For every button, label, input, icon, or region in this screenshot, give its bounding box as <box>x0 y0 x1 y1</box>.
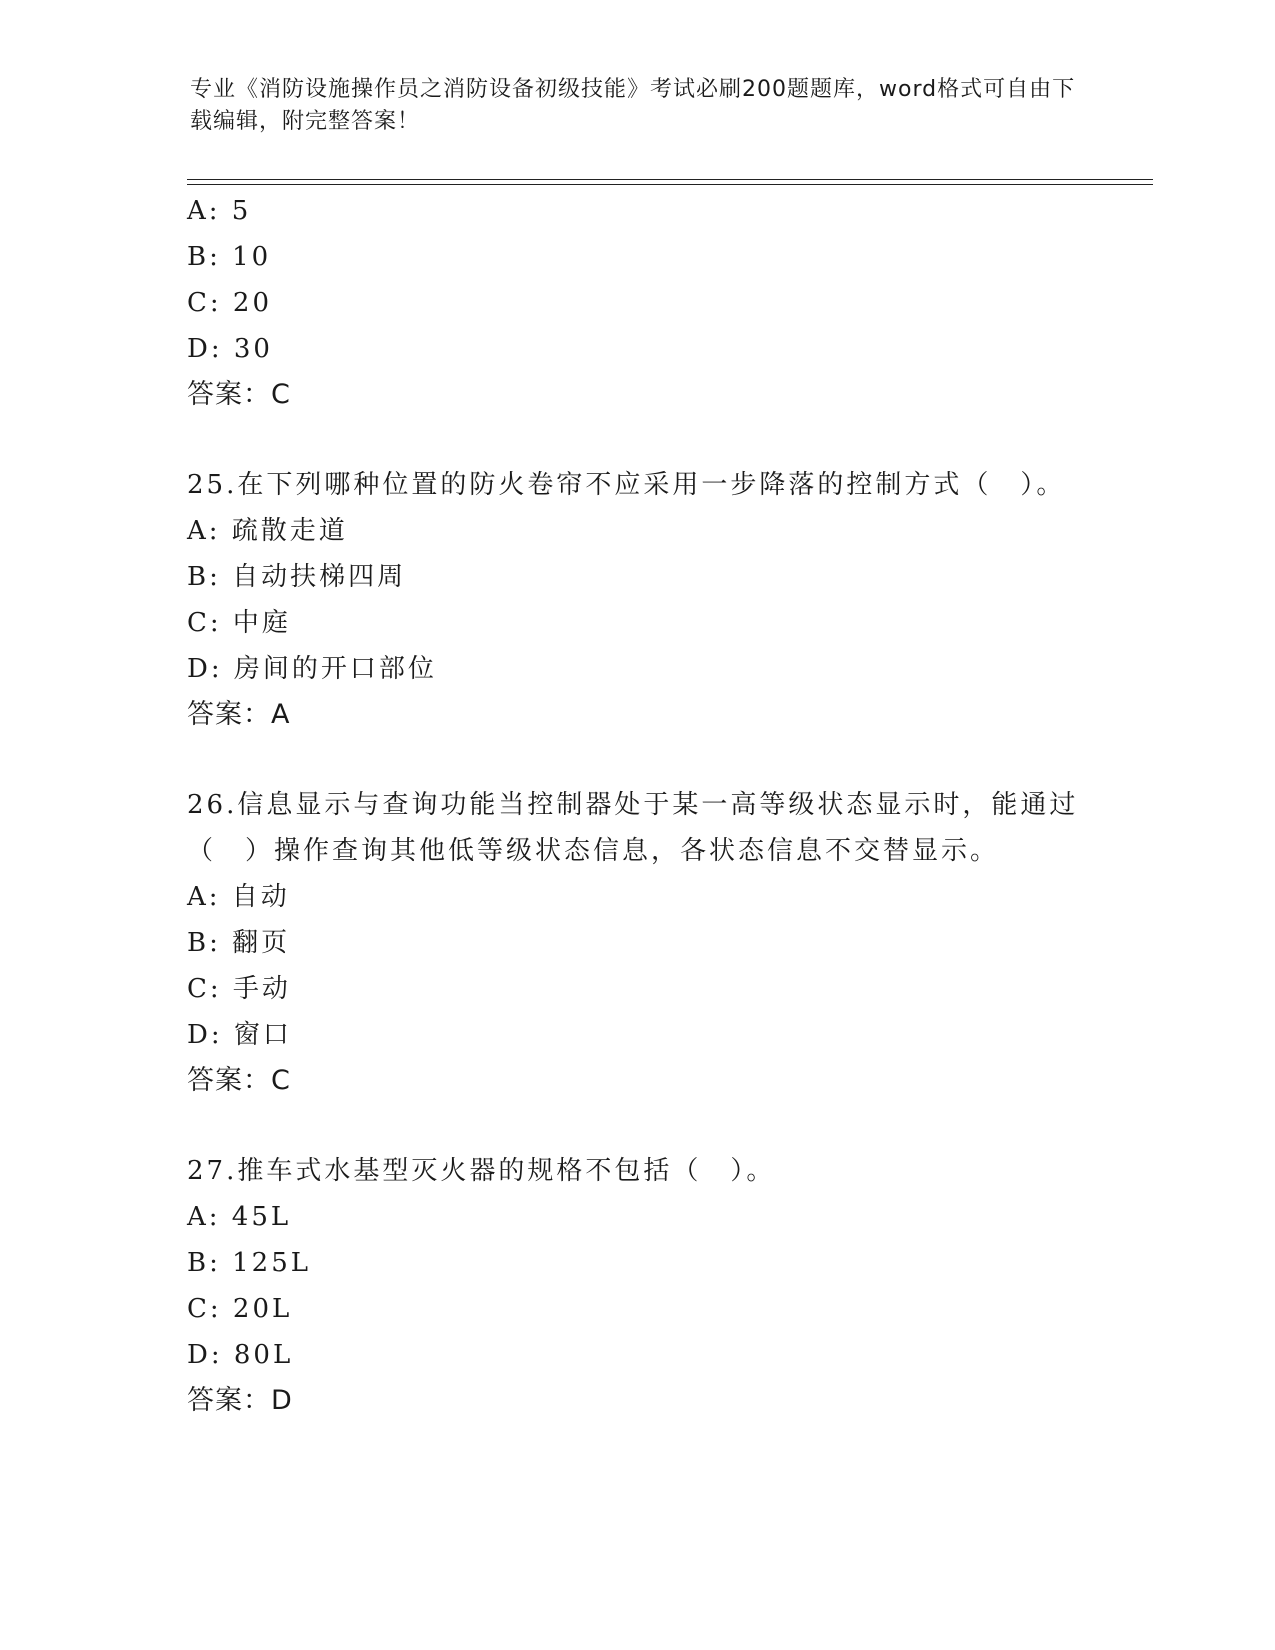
answer-line: 答案：C <box>187 1065 291 1096</box>
option-d: D: 30 <box>187 334 273 364</box>
header-rule-top <box>187 179 1153 180</box>
option-c: C: 手动 <box>187 974 291 1004</box>
option-c: C: 20L <box>187 1294 293 1324</box>
answer-line: 答案：A <box>187 699 291 730</box>
question-block-24 <box>187 188 1127 418</box>
option-a: A: 疏散走道 <box>187 516 348 546</box>
question-text: 25.在下列哪种位置的防火卷帘不应采用一步降落的控制方式（ ）。 <box>187 470 1066 500</box>
option-a: A: 5 <box>187 196 252 226</box>
question-block-25 <box>187 462 1127 738</box>
question-text: 26.信息显示与查询功能当控制器处于某一高等级状态显示时，能通过（ ）操作查询其他低等级状态信息，各状态信息不交替显示。 <box>187 790 1079 866</box>
option-d: D: 80L <box>187 1340 294 1370</box>
question-block-27 <box>187 1148 1127 1424</box>
option-d: D: 房间的开口部位 <box>187 654 437 684</box>
option-a: A: 自动 <box>187 882 290 912</box>
option-b: B: 自动扶梯四周 <box>187 562 407 592</box>
option-c: C: 中庭 <box>187 608 291 638</box>
question-text: 27.推车式水基型灭火器的规格不包括（ ）。 <box>187 1156 776 1186</box>
header-rule-bottom <box>187 184 1153 185</box>
option-c: C: 20 <box>187 288 273 318</box>
document-header: 专业《消防设施操作员之消防设备初级技能》考试必刷200题题库，word格式可自由下载编辑，附完整答案！ <box>190 77 1076 134</box>
question-list <box>187 188 1127 1424</box>
answer-line: 答案：D <box>187 1385 293 1416</box>
option-d: D: 窗口 <box>187 1020 292 1050</box>
question-block-26 <box>187 782 1127 1104</box>
option-a: A: 45L <box>187 1202 292 1232</box>
option-b: B: 翻页 <box>187 928 291 958</box>
answer-line: 答案：C <box>187 379 291 410</box>
option-b: B: 10 <box>187 242 272 272</box>
option-b: B: 125L <box>187 1248 312 1278</box>
